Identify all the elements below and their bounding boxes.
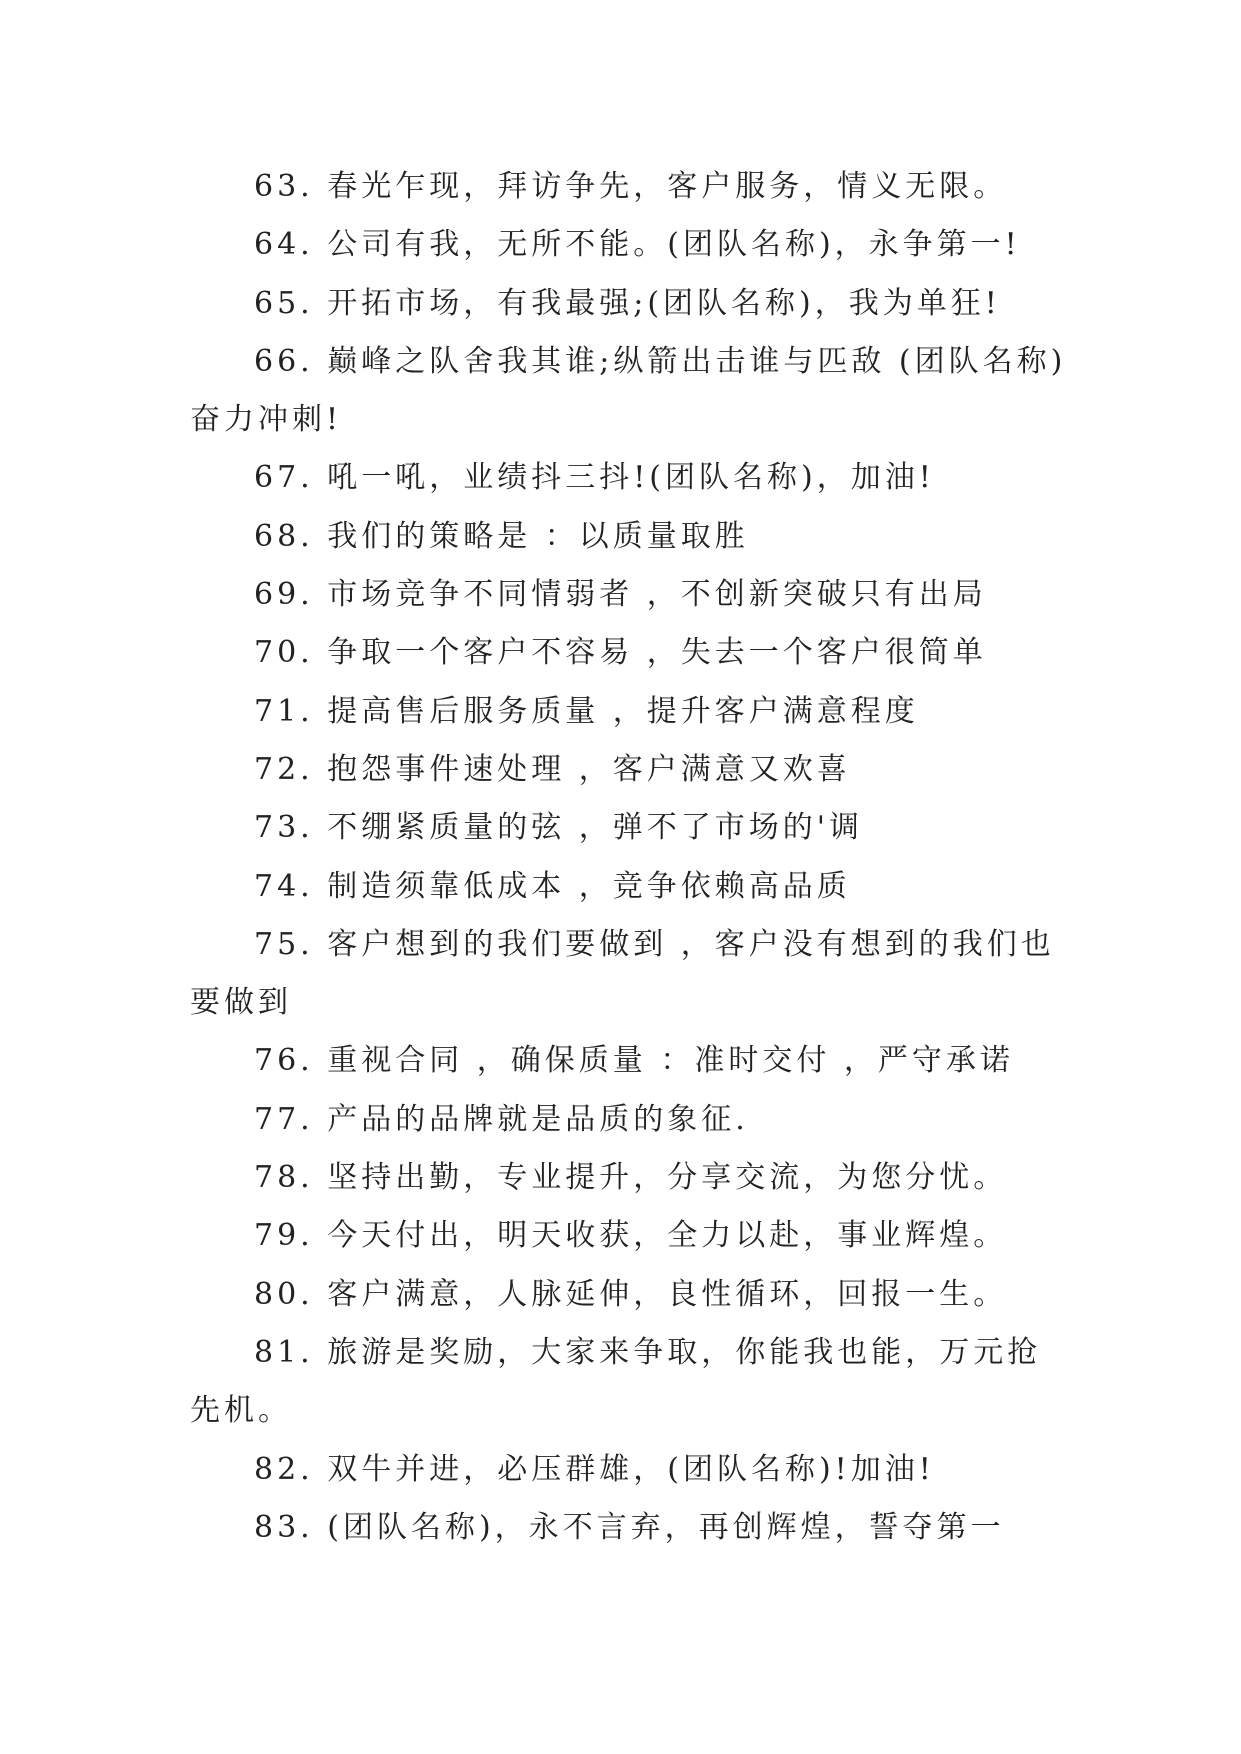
slogan-item: 71. 提高售后服务质量 ，提升客户满意程度	[254, 693, 919, 729]
slogan-item: 83. (团队名称)，永不言弃，再创辉煌，誓夺第一	[254, 1509, 1005, 1545]
slogan-item: 68. 我们的策略是 ：以质量取胜	[254, 518, 749, 554]
slogan-item: 77. 产品的品牌就是品质的象征.	[254, 1101, 749, 1137]
slogan-item: 63. 春光乍现，拜访争先，客户服务，情义无限。	[254, 169, 1008, 204]
slogan-list	[190, 158, 1070, 1557]
slogan-item: 74. 制造须靠低成本 ，竞争依赖高品质	[254, 868, 851, 904]
slogan-item: 75. 客户想到的我们要做到 ，客户没有想到的我们也要做到	[190, 926, 1055, 1021]
slogan-item: 73. 不绷紧质量的弦 ，弹不了市场的'调	[254, 810, 864, 846]
slogan-item: 64. 公司有我，无所不能。(团队名称)，永争第一!	[254, 227, 1021, 263]
slogan-item: 76. 重视合同 ，确保质量 ：准时交付 ，严守承诺	[254, 1043, 1014, 1079]
slogan-item: 79. 今天付出，明天收获，全力以赴，事业辉煌。	[254, 1218, 1008, 1254]
slogan-item: 70. 争取一个客户不容易 ，失去一个客户很简单	[254, 635, 987, 671]
slogan-item: 78. 坚持出勤，专业提升，分享交流，为您分忧。	[254, 1160, 1008, 1196]
slogan-item: 82. 双牛并进，必压群雄，(团队名称)!加油!	[254, 1451, 935, 1487]
slogan-item: 65. 开拓市场，有我最强;(团队名称)，我为单狂!	[254, 285, 1001, 321]
slogan-item: 69. 市场竞争不同情弱者 ，不创新突破只有出局	[254, 577, 987, 613]
slogan-item: 80. 客户满意，人脉延伸，良性循环，回报一生。	[254, 1276, 1008, 1312]
slogan-item: 67. 吼一吼，业绩抖三抖!(团队名称)，加油!	[254, 460, 935, 496]
slogan-item: 66. 巅峰之队舍我其谁;纵箭出击谁与匹敌 (团队名称) 奋力冲刺!	[190, 343, 1067, 438]
slogan-item: 81. 旅游是奖励，大家来争取，你能我也能，万元抢先机。	[190, 1334, 1042, 1429]
slogan-item: 72. 抱怨事件速处理 ，客户满意又欢喜	[254, 751, 851, 787]
